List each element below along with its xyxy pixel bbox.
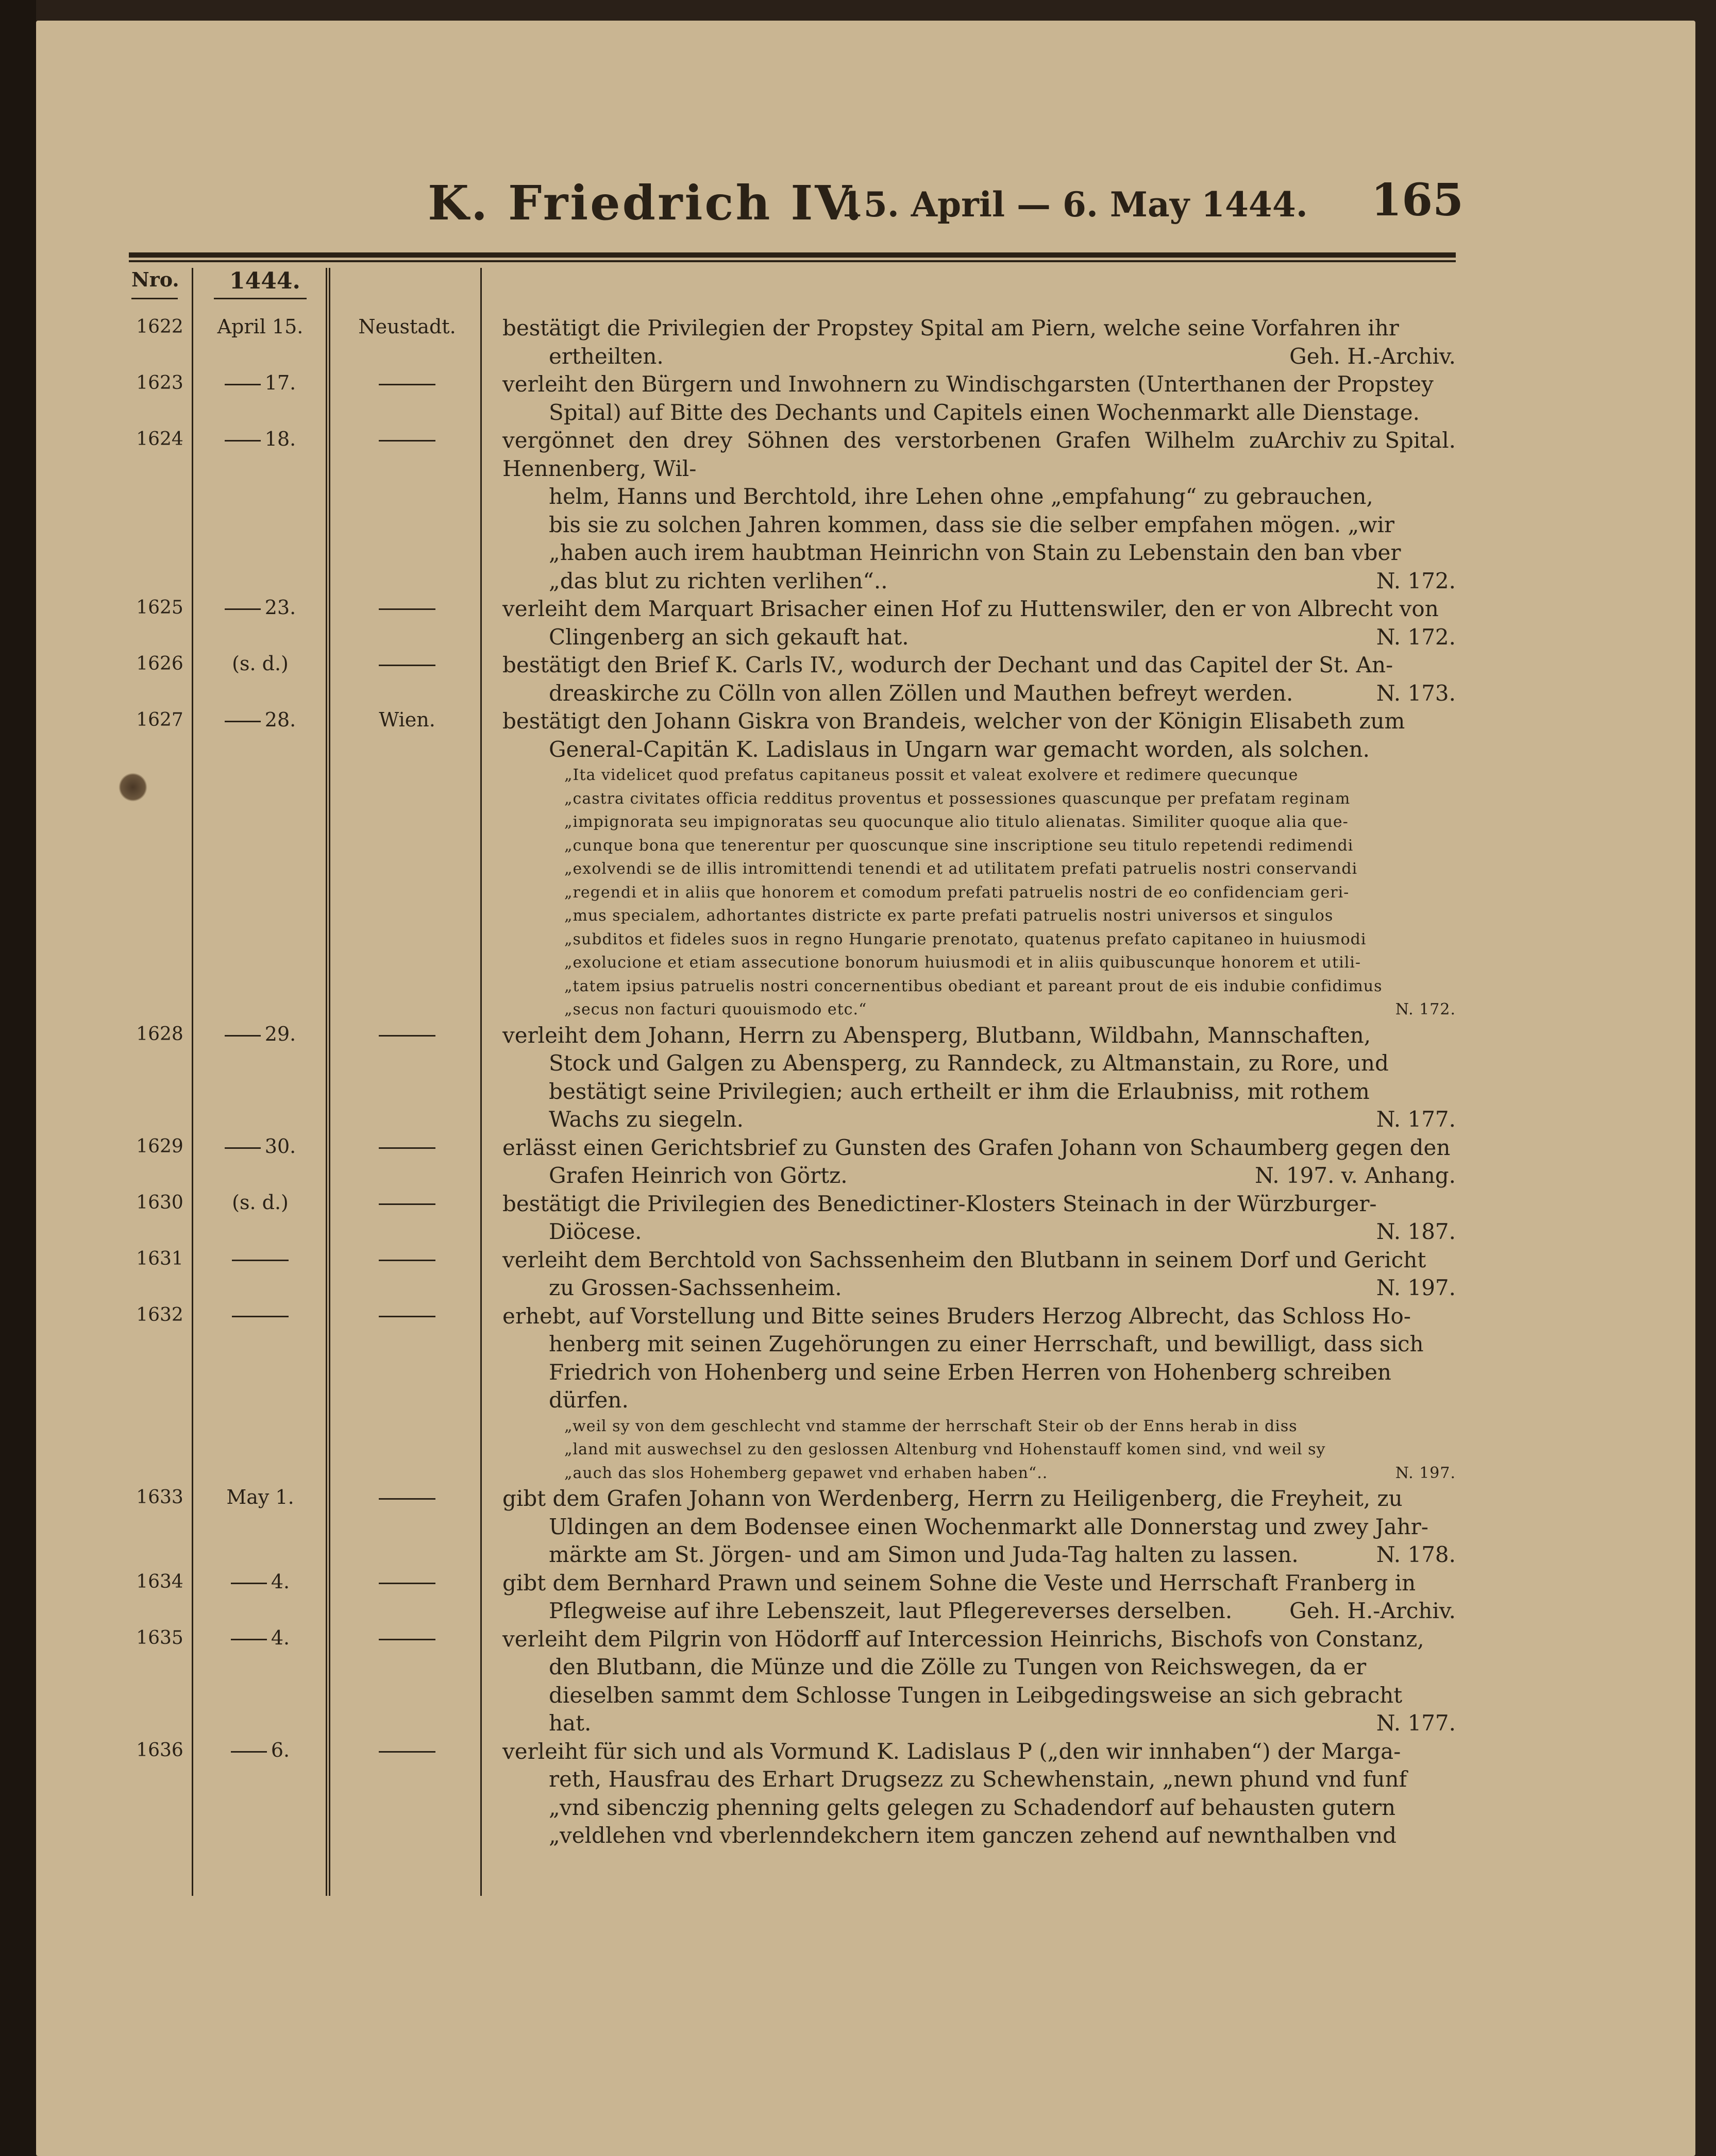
entry-source-ref: N. 197. v. Anhang.	[1255, 1163, 1456, 1188]
entry-text-line-content: hat.	[549, 1710, 592, 1736]
entry-text-line-content: Wachs zu siegeln.	[549, 1107, 744, 1132]
entry-source-ref: N. 172.	[1376, 624, 1456, 650]
entry-text-line	[502, 343, 1456, 371]
ditto-dash	[225, 384, 261, 385]
entry-source-ref: N. 197.	[1395, 1464, 1456, 1482]
entry-text	[502, 1569, 1456, 1625]
register-entry	[129, 1302, 1458, 1485]
entry-date	[193, 428, 327, 450]
ditto-dash	[379, 1583, 435, 1584]
quotation-line-text: „subditos et fideles suos in regno Hungarie prenotato, quatenus prefato capitaneo in huiusmodi	[564, 930, 1367, 948]
entry-date	[193, 708, 327, 731]
entry-text-line	[502, 1274, 1456, 1302]
entry-date: (s. d.)	[232, 652, 289, 675]
entry-source-ref: N. 177.	[1376, 1107, 1456, 1132]
entry-text-line-content: dreaskirche zu Cölln von allen Zöllen und Mauthen befreyt werden.	[549, 680, 1293, 706]
entry-text	[502, 1246, 1456, 1302]
entry-text-line-content: Pflegweise auf ihre Lebenszeit, laut Pflegereverses derselben.	[549, 1598, 1233, 1623]
entry-text-line: verleiht dem Pilgrin von Hödorff auf Intercession Heinrichs, Bischofs von Constanz,	[502, 1626, 1424, 1652]
entry-text-line	[502, 1218, 1456, 1246]
entry-quotation	[564, 1415, 1456, 1485]
ditto-dash	[232, 1260, 289, 1261]
entry-text-line: bestätigt seine Privilegien; auch ertheilt er ihm die Erlaubniss, mit rothem	[549, 1078, 1370, 1104]
entry-number: 1632	[136, 1304, 183, 1326]
entry-text-line	[502, 1106, 1456, 1134]
entry-day: 23.	[264, 596, 296, 619]
quotation-line	[564, 763, 1456, 787]
entry-place	[335, 596, 479, 619]
entry-number: 1622	[136, 316, 183, 337]
entry-text-line: reth, Hausfrau des Erhart Drugsezz zu Schewhenstain, „newn phund vnd funf	[549, 1767, 1407, 1792]
entry-text-line: „haben auch irem haubtman Heinrichn von Stain zu Lebenstain den ban vber	[549, 540, 1401, 565]
register-entry	[129, 427, 1458, 595]
register-entries	[129, 314, 1458, 1850]
entry-text-line: verleiht den Bürgern und Inwohnern zu Windischgarsten (Unterthanen der Propstey	[502, 371, 1434, 397]
ditto-dash	[225, 1147, 261, 1149]
entry-text-line: „vnd sibenczig phenning gelts gelegen zu Schadendorf auf behausten gutern	[549, 1794, 1396, 1820]
entry-place	[335, 1247, 479, 1270]
entry-place	[335, 1023, 479, 1045]
entry-place	[335, 1486, 479, 1508]
entry-source-ref: N. 197.	[1376, 1275, 1456, 1300]
quotation-line	[564, 857, 1456, 881]
entry-source-ref: N. 172.	[1376, 568, 1456, 593]
entry-source-ref: N. 177.	[1376, 1710, 1456, 1736]
ditto-dash	[379, 1035, 435, 1037]
entry-number: 1623	[136, 372, 183, 394]
entry-text-line-content: Clingenberg an sich gekauft hat.	[549, 624, 909, 650]
register-entry	[129, 1485, 1458, 1569]
ditto-dash	[379, 1751, 435, 1753]
entry-place	[335, 1626, 479, 1649]
entry-text-line: helm, Hanns und Berchtold, ihre Lehen ohne „empfahung“ zu gebrauchen,	[549, 484, 1373, 509]
quotation-line-text: „impignorata seu impignoratas seu quocunque alio titulo alienatas. Similiter quoque alia que-	[564, 813, 1349, 831]
entry-text-line: gibt dem Grafen Johann von Werdenberg, Herrn zu Heiligenberg, die Freyheit, zu	[502, 1486, 1403, 1511]
entry-source-ref: N. 178.	[1376, 1542, 1456, 1567]
entry-text-line: bis sie zu solchen Jahren kommen, dass sie die selber empfahen mögen. „wir	[549, 512, 1394, 537]
register-entry	[129, 1022, 1458, 1134]
ditto-dash	[379, 665, 435, 666]
entry-source-ref: Archiv zu Spital.	[1274, 428, 1456, 453]
entry-text-line: gibt dem Bernhard Prawn und seinem Sohne die Veste und Herrschaft Franberg in	[502, 1570, 1416, 1595]
header-date-range: 15. April — 6. May 1444.	[840, 184, 1308, 225]
entry-number: 1635	[136, 1627, 183, 1649]
entry-text-line: dieselben sammt dem Schlosse Tungen in Leibgedingsweise an sich gebracht	[549, 1682, 1403, 1708]
quotation-line	[564, 1462, 1456, 1485]
register-entry	[129, 1738, 1458, 1850]
quotation-line	[564, 881, 1456, 905]
entry-text-line	[502, 680, 1456, 708]
ditto-dash	[379, 440, 435, 442]
ditto-dash	[225, 608, 261, 610]
book-spine	[0, 0, 36, 2156]
entry-text-line: bestätigt den Brief K. Carls IV., wodurch der Dechant und das Capitel der St. An-	[502, 652, 1393, 677]
column-header-year: 1444.	[229, 268, 300, 294]
ditto-dash	[379, 608, 435, 610]
entry-text-line-content: Grafen Heinrich von Görtz.	[549, 1163, 848, 1188]
entry-text	[502, 707, 1456, 1022]
entry-place	[335, 428, 479, 450]
quotation-line-text: „mus specialem, adhortantes districte ex parte prefati patruelis nostri universos et singulos	[564, 907, 1334, 925]
entry-text-line: General-Capitän K. Ladislaus in Ungarn war gemacht worden, als solchen.	[549, 736, 1370, 762]
entry-day: 18.	[264, 428, 296, 450]
entry-text-line-content: zu Grossen-Sachssenheim.	[549, 1275, 842, 1300]
entry-day: 28.	[264, 708, 296, 731]
header-rule-thin	[129, 260, 1456, 262]
ditto-dash	[231, 1639, 267, 1640]
register-entry	[129, 1190, 1458, 1246]
entry-text	[502, 1134, 1456, 1190]
entry-text-line-content: Spital) auf Bitte des Dechants und Capitels einen Wochenmarkt alle Dienstage.	[549, 399, 1420, 425]
entry-source-ref: Geh. H.-Archiv.	[1289, 1598, 1456, 1623]
entry-text	[502, 427, 1456, 595]
ditto-dash	[379, 384, 435, 385]
entry-date	[193, 596, 327, 619]
register-entry	[129, 1134, 1458, 1190]
ditto-dash	[232, 1316, 289, 1317]
entry-text-line-content: „das blut zu richten verlihen“..	[549, 568, 888, 593]
ditto-dash	[379, 1639, 435, 1640]
entry-text-line-content: Diöcese.	[549, 1219, 642, 1244]
entry-text	[502, 1022, 1456, 1134]
entry-number: 1625	[136, 597, 183, 618]
quotation-line	[564, 928, 1456, 952]
register-entry	[129, 1625, 1458, 1738]
entry-text-line: verleiht dem Berchtold von Sachssenheim den Blutbann in seinem Dorf und Gericht	[502, 1247, 1426, 1272]
register-entry	[129, 651, 1458, 707]
entry-text-line: verleiht dem Marquart Brisacher einen Hof zu Huttenswiler, den er von Albrecht von	[502, 596, 1439, 621]
entry-day: 6.	[271, 1738, 290, 1761]
entry-text-line: verleiht für sich und als Vormund K. Ladislaus P („den wir innhaben“) der Marga-	[502, 1738, 1401, 1764]
entry-date	[193, 371, 327, 394]
entry-date	[193, 1626, 327, 1649]
quotation-line-text: „land mit auswechsel zu den geslossen Altenburg vnd Hohenstauff komen sind, vnd weil sy	[564, 1440, 1326, 1458]
entry-day: 17.	[264, 371, 296, 394]
ditto-dash	[231, 1751, 267, 1753]
entry-text-line: bestätigt den Johann Giskra von Brandeis, welcher von der Königin Elisabeth zum	[502, 708, 1405, 734]
entry-date	[193, 1303, 327, 1326]
quotation-line-text: „secus non facturi quouismodo etc.“	[564, 1000, 867, 1018]
entry-place: Neustadt.	[358, 315, 456, 338]
entry-number: 1629	[136, 1135, 183, 1157]
entry-text	[502, 1625, 1456, 1738]
entry-text-line: „veldlehen vnd vberlenndekchern item ganczen zehend auf newnthalben vnd	[549, 1823, 1397, 1848]
entry-place	[335, 1135, 479, 1158]
entry-text	[502, 1738, 1456, 1850]
entry-number: 1628	[136, 1023, 183, 1045]
register-entry	[129, 1569, 1458, 1625]
ditto-dash	[225, 721, 261, 722]
entry-text	[502, 651, 1456, 707]
entry-number: 1630	[136, 1192, 183, 1213]
entry-date	[193, 1023, 327, 1045]
entry-text-line	[502, 1162, 1456, 1190]
entry-date	[193, 1135, 327, 1158]
quotation-line-text: „exolucione et etiam assecutione bonorum huiusmodi et in aliis quibuscunque honorem et utili-	[564, 954, 1361, 972]
ditto-dash	[225, 440, 261, 442]
quotation-line-text: „weil sy von dem geschlecht vnd stamme der herrschaft Steir ob der Enns herab in diss	[564, 1417, 1298, 1435]
column-header-underline	[214, 298, 307, 299]
entry-text-line: henberg mit seinen Zugehörungen zu einer Herrschaft, und bewilligt, dass sich	[549, 1331, 1424, 1356]
ditto-dash	[379, 1316, 435, 1317]
entry-text-line	[502, 1541, 1456, 1569]
column-header-nro: Nro.	[131, 268, 179, 291]
page-number: 165	[1371, 174, 1463, 226]
entry-text	[502, 314, 1456, 370]
entry-place	[335, 1191, 479, 1214]
entry-place	[335, 1739, 479, 1761]
entry-text	[502, 595, 1456, 651]
quotation-line	[564, 787, 1456, 811]
quotation-line-text: „Ita videlicet quod prefatus capitaneus possit et valeat exolvere et redimere quecunque	[564, 766, 1299, 784]
quotation-line-text: „castra civitates officia redditus proventus et possessiones quascunque per prefatam reginam	[564, 789, 1351, 808]
register-entry	[129, 314, 1458, 370]
entry-text	[502, 1190, 1456, 1246]
entry-text-line	[502, 623, 1456, 652]
quotation-line-text: „tatem ipsius patruelis nostri concernentibus obediant et pareant prout de eis indubie confidimus	[564, 977, 1383, 995]
entry-number: 1624	[136, 429, 183, 450]
entry-date: May 1.	[226, 1486, 294, 1508]
ditto-dash	[225, 1035, 261, 1037]
page-header	[124, 155, 1463, 237]
entry-day: 29.	[264, 1022, 296, 1045]
entry-number: 1631	[136, 1248, 183, 1269]
entry-day: 30.	[264, 1134, 296, 1158]
entry-number: 1626	[136, 653, 183, 674]
quotation-line-text: „auch das slos Hohemberg gepawet vnd erhaben haben“..	[564, 1464, 1048, 1482]
entry-text-line: erhebt, auf Vorstellung und Bitte seines Bruders Herzog Albrecht, das Schloss Ho-	[502, 1303, 1411, 1329]
entry-text-line: Friedrich von Hohenberg und seine Erben Herren von Hohenberg schreiben	[549, 1359, 1391, 1385]
quotation-line	[564, 998, 1456, 1022]
ditto-dash	[231, 1583, 267, 1584]
entry-date	[193, 1570, 327, 1593]
entry-text-line: bestätigt die Privilegien des Benedictiner-Klosters Steinach in der Würzburger-	[502, 1191, 1377, 1216]
entry-day: 4.	[271, 1570, 290, 1593]
quotation-line-text: „cunque bona que tenerentur per quoscunque sine inscriptione seu titulo repetendi redimendi	[564, 836, 1354, 855]
entry-text-line: dürfen.	[549, 1387, 629, 1413]
entry-text-line-content: märkte am St. Jörgen- und am Simon und Juda-Tag halten zu lassen.	[549, 1542, 1299, 1567]
quotation-line	[564, 951, 1456, 975]
entry-date: (s. d.)	[232, 1191, 289, 1214]
quotation-line	[564, 834, 1456, 858]
entry-source-ref: N. 187.	[1376, 1219, 1456, 1244]
header-rule	[129, 252, 1456, 258]
quotation-line	[564, 904, 1456, 928]
ditto-dash	[379, 1203, 435, 1205]
ditto-dash	[379, 1498, 435, 1500]
entry-number: 1634	[136, 1571, 183, 1592]
entry-date: April 15.	[217, 315, 304, 338]
entry-number: 1627	[136, 709, 183, 731]
entry-place	[335, 1303, 479, 1326]
entry-date	[193, 1247, 327, 1270]
entry-text-line	[502, 1709, 1456, 1738]
entry-text-line	[502, 1597, 1456, 1625]
entry-source-ref: N. 173.	[1376, 680, 1456, 706]
entry-text-line: verleiht dem Johann, Herrn zu Abensperg, Blutbann, Wildbahn, Mannschaften,	[502, 1022, 1371, 1048]
entry-source-ref: N. 172.	[1395, 1000, 1456, 1018]
page-title: K. Friedrich IV.	[428, 175, 864, 231]
entry-text	[502, 1302, 1456, 1485]
entry-place	[335, 371, 479, 394]
quotation-line	[564, 1415, 1456, 1438]
entry-place	[335, 652, 479, 675]
register-entry	[129, 595, 1458, 651]
entry-text-line	[502, 399, 1456, 453]
entry-text-line-content: ertheilten.	[549, 343, 664, 369]
entry-text-line: vergönnet den drey Söhnen des verstorbenen Grafen Wilhelm zu Hennenberg, Wil-	[502, 428, 1275, 481]
entry-text-line: erlässt einen Gerichtsbrief zu Gunsten des Grafen Johann von Schaumberg gegen den	[502, 1134, 1451, 1160]
entry-source-ref: Geh. H.-Archiv.	[1289, 343, 1456, 369]
entry-text	[502, 370, 1456, 453]
quotation-line	[564, 810, 1456, 834]
entry-date	[193, 1739, 327, 1761]
entry-text-line: bestätigt die Privilegien der Propstey Spital am Piern, welche seine Vorfahren ihr	[502, 315, 1399, 341]
entry-text-line: den Blutbann, die Münze und die Zölle zu Tungen von Reichswegen, da er	[549, 1654, 1367, 1679]
quotation-line	[564, 975, 1456, 998]
entry-number: 1636	[136, 1739, 183, 1761]
register-entry	[129, 707, 1458, 1022]
quotation-line	[564, 1438, 1456, 1462]
entry-text-line: Stock und Galgen zu Abensperg, zu Ranndeck, zu Altmanstain, zu Rore, und	[549, 1050, 1389, 1076]
entry-number: 1633	[136, 1487, 183, 1508]
entry-text-line	[502, 567, 1456, 596]
entry-text	[502, 1485, 1456, 1569]
ditto-dash	[379, 1260, 435, 1261]
quotation-line-text: „regendi et in aliis que honorem et comodum prefati patruelis nostri de eo confidenciam geri-	[564, 883, 1350, 902]
entry-quotation	[564, 763, 1456, 1022]
entry-place: Wien.	[379, 708, 435, 731]
ditto-dash	[379, 1147, 435, 1149]
register-entry	[129, 1246, 1458, 1302]
entry-text-line: Uldingen an dem Bodensee einen Wochenmarkt alle Donnerstag und zwey Jahr-	[549, 1514, 1428, 1539]
column-header-underline	[131, 298, 178, 299]
quotation-line-text: „exolvendi se de illis intromittendi tenendi et ad utilitatem prefati patruelis nostri conservandi	[564, 860, 1358, 878]
entry-place	[335, 1570, 479, 1593]
entry-day: 4.	[271, 1626, 290, 1649]
